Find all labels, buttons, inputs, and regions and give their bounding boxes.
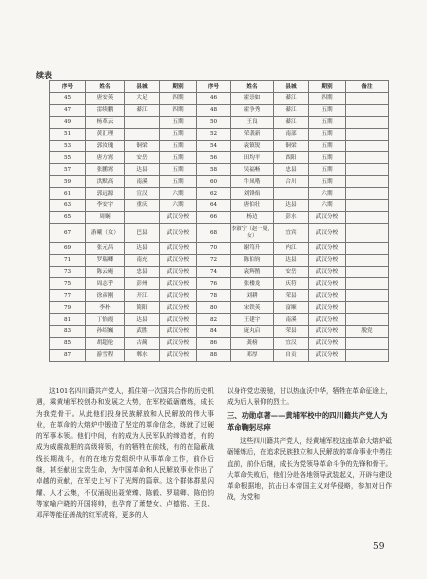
table-cell: 武汉分校 [309, 211, 346, 223]
table-row [50, 211, 389, 223]
table-cell: 45 [50, 93, 86, 105]
table-cell: 孙绍巍 [86, 326, 125, 338]
table-cell: 綦江 [274, 116, 309, 128]
table-cell: 周娴 [86, 211, 125, 223]
table-row [50, 164, 389, 176]
table-cell: 达县 [274, 254, 309, 266]
table-cell: 彭州 [125, 278, 160, 290]
table-cell: 武汉分校 [160, 242, 197, 254]
header-cell: 序号 [197, 81, 231, 93]
table-cell [346, 349, 389, 361]
table-cell: 李朴 [86, 302, 125, 314]
table-cell: 武汉分校 [160, 223, 197, 242]
continued-label: 续表 [36, 70, 52, 80]
table-cell: 南溪 [274, 314, 309, 326]
table-row [50, 314, 389, 326]
table-cell: 龚榜 [231, 337, 274, 349]
table-cell: 武汉分校 [160, 290, 197, 302]
table-cell [346, 93, 389, 105]
table-cell [346, 211, 389, 223]
table-cell: 73 [50, 266, 86, 278]
table-cell: 五期 [160, 128, 197, 140]
table-cell: 忠县 [274, 164, 309, 176]
table-cell: 武汉分校 [309, 223, 346, 242]
table-cell: 59 [50, 176, 86, 188]
table-cell: 李安宇 [86, 200, 125, 212]
header-cell: 序号 [50, 81, 86, 93]
table-cell: 65 [50, 211, 86, 223]
table-cell: 69 [50, 242, 86, 254]
table-row [50, 140, 389, 152]
table-cell [125, 116, 160, 128]
table-cell: 武汉分校 [160, 314, 197, 326]
table-cell: 48 [197, 104, 231, 116]
table-cell: 李淑宁（赵一曼，女） [231, 223, 274, 242]
table-cell: 富顺 [274, 302, 309, 314]
table-cell: 丁怡霞 [86, 314, 125, 326]
table-cell [346, 266, 389, 278]
table-cell: 47 [50, 104, 86, 116]
table-cell: 徐彦刚 [86, 290, 125, 302]
table-cell: 张元昌 [86, 242, 125, 254]
left-column-text [36, 386, 214, 522]
table-cell: 武汉分校 [309, 314, 346, 326]
table-row [50, 116, 389, 128]
table-cell [346, 104, 389, 116]
table-cell: 58 [197, 164, 231, 176]
table-cell: 武汉分校 [160, 337, 197, 349]
table-cell: 重庆 [125, 200, 160, 212]
table-cell: 张鹏霄 [86, 164, 125, 176]
table-cell: 84 [197, 326, 231, 338]
table-cell: 洪默高 [86, 176, 125, 188]
table-cell: 武汉分校 [160, 326, 197, 338]
table-cell: 52 [197, 128, 231, 140]
table-cell: 宣汉 [125, 188, 160, 200]
table-header-row [50, 81, 389, 93]
table-cell: 脱党 [346, 326, 389, 338]
table-cell: 六期 [160, 200, 197, 212]
table-cell: 田均平 [231, 152, 274, 164]
table-cell: 达县 [125, 164, 160, 176]
table-cell: 68 [197, 223, 231, 242]
table-cell [346, 242, 389, 254]
table-cell: 游曦（女） [86, 223, 125, 242]
table-cell: 武汉分校 [160, 349, 197, 361]
table-cell: 南部 [274, 128, 309, 140]
table-cell: 胡超伦 [86, 337, 125, 349]
table-cell: 66 [197, 211, 231, 223]
table-cell: 王建宇 [231, 314, 274, 326]
table-cell: 周志乎 [86, 278, 125, 290]
table-row [50, 326, 389, 338]
table-cell: 安岳 [125, 152, 160, 164]
table-cell: 彭水 [274, 211, 309, 223]
table-cell [346, 278, 389, 290]
body-paragraph: 这101名四川籍共产党人，抓住第一次国共合作的历史机遇，乘黄埔军校创办和发展之大势，在军校砥砺磨炼，成长为我党骨干。从此他们投身民族解放和人民解放的伟大事业，在革命的大熔炉中锻造了坚定的革命信念，练就了过硬的军事本领。他们中间，有的成为人民军队的缔造者，有的成为威震敌胆的高级将领，有的牺牲在前线，有的在隐蔽战线长期战斗，有的在地方党组织中从事革命工作，前仆后继，甚至献出宝贵生命，为中国革命和人民解放事业作出了卓越的贡献，在军史上写下了光辉的篇章。这个群体群星闪耀、人才云集，不仅涌现出聂荣臻、陈毅、罗瑞卿、陈伯钧等家喻户晓的开国将帅，也孕育了萧楚女、卢德铭、王良、邓萍等能征善战的红军虎将，更多的人 [36, 387, 214, 520]
table-cell [346, 200, 389, 212]
table-cell: 合川 [274, 176, 309, 188]
table-cell [346, 290, 389, 302]
table-cell: 63 [50, 200, 86, 212]
table-row [50, 242, 389, 254]
table-cell: 宜汉 [274, 337, 309, 349]
table-cell: 简阳 [125, 302, 160, 314]
table-cell: 五期 [160, 176, 197, 188]
table-cell: 武汉分校 [309, 290, 346, 302]
table-cell: 五期 [309, 164, 346, 176]
table-cell: 86 [197, 337, 231, 349]
table-cell: 五期 [309, 104, 346, 116]
table-cell: 五期 [160, 152, 197, 164]
table-cell: 武汉分校 [309, 349, 346, 361]
table-cell: 袁镇锐 [231, 140, 274, 152]
table-row [50, 278, 389, 290]
table-row [50, 290, 389, 302]
table-cell: 郭远源 [86, 188, 125, 200]
table-cell: 五期 [309, 128, 346, 140]
table-cell: 自贡 [274, 349, 309, 361]
table-cell: 武汉分校 [309, 337, 346, 349]
table-row [50, 152, 389, 164]
table-cell [125, 211, 160, 223]
right-column-text [227, 436, 392, 504]
table-row [50, 266, 389, 278]
table-cell: 81 [50, 314, 86, 326]
table-cell: 77 [50, 290, 86, 302]
table-cell: 陈伯钧 [231, 254, 274, 266]
table-cell: 五期 [309, 116, 346, 128]
table-cell: 铜梁 [125, 140, 160, 152]
table-cell: 铜梁 [274, 140, 309, 152]
table-cell: 武汉分校 [160, 254, 197, 266]
table-cell: 黄汇理 [86, 128, 125, 140]
table-cell: 54 [197, 140, 231, 152]
table-cell: 唐安英 [86, 93, 125, 105]
table-cell: 达县 [274, 200, 309, 212]
table-cell: 霍争秀 [231, 104, 274, 116]
table-cell: 56 [197, 152, 231, 164]
table-cell: 武汉分校 [160, 278, 197, 290]
table-cell: 牛凤喈 [231, 176, 274, 188]
table-cell: 60 [197, 176, 231, 188]
table-cell [346, 116, 389, 128]
table-cell: 罗瑞卿 [86, 254, 125, 266]
table-cell: 荣县 [274, 290, 309, 302]
table-cell: 57 [50, 164, 86, 176]
table-cell: 82 [197, 314, 231, 326]
table-cell: 游雪程 [86, 349, 125, 361]
table-cell: 武胜 [125, 326, 160, 338]
table-cell [346, 152, 389, 164]
table-cell: 62 [197, 188, 231, 200]
table-cell: 杨革云 [86, 116, 125, 128]
members-table [49, 80, 389, 362]
table-cell: 武汉分校 [309, 326, 346, 338]
header-cell: 期别 [309, 81, 346, 93]
table-cell: 杨边 [231, 211, 274, 223]
table-cell: 郭汝瑰 [86, 140, 125, 152]
table-cell: 46 [197, 93, 231, 105]
table-cell: 荣袭新 [231, 128, 274, 140]
table-cell [346, 337, 389, 349]
body-paragraph: 以身许党忠骏驰，甘以热血沃中华，牺牲在革命征途上，成为后人景仰的烈士。 [227, 387, 392, 407]
table-row [50, 93, 389, 105]
table-cell: 武汉分校 [160, 302, 197, 314]
table-cell: 巴县 [125, 223, 160, 242]
table-cell: 内江 [274, 242, 309, 254]
table-cell: 忠县 [125, 266, 160, 278]
table-cell: 53 [50, 140, 86, 152]
table-cell [346, 223, 389, 242]
table-cell: 74 [197, 266, 231, 278]
table-cell: 四期 [160, 93, 197, 105]
table-cell: 刘耕 [231, 290, 274, 302]
table-cell: 邓厚 [231, 349, 274, 361]
table-cell: 綦江 [125, 104, 160, 116]
table-cell: 酉阳 [274, 152, 309, 164]
page-number: 59 [373, 542, 385, 552]
table-cell: 70 [197, 242, 231, 254]
table-cell: 75 [50, 278, 86, 290]
table-cell: 郫水 [125, 349, 160, 361]
table-cell: 88 [197, 349, 231, 361]
table-cell: 唐方霄 [86, 152, 125, 164]
table-cell: 85 [50, 337, 86, 349]
table-cell: 83 [50, 326, 86, 338]
table-cell: 武汉分校 [160, 211, 197, 223]
table-cell: 古蔺 [125, 337, 160, 349]
table-cell: 宋铁英 [231, 302, 274, 314]
table-cell: 武汉分校 [309, 254, 346, 266]
table-cell: 55 [50, 152, 86, 164]
table-cell: 陈云庵 [86, 266, 125, 278]
table-cell: 庞丸启 [231, 326, 274, 338]
table-cell [346, 188, 389, 200]
header-cell: 县城 [274, 81, 309, 93]
table-cell: 綦江 [274, 104, 309, 116]
right-column-intro [227, 386, 392, 409]
header-cell: 县城 [125, 81, 160, 93]
table-cell: 达县 [125, 314, 160, 326]
table-row [50, 223, 389, 242]
table-cell: 71 [50, 254, 86, 266]
table-cell [346, 128, 389, 140]
table-cell: 87 [50, 349, 86, 361]
table-cell: 61 [50, 188, 86, 200]
table-cell: 綦江 [274, 93, 309, 105]
table-row [50, 188, 389, 200]
table-cell: 开江 [125, 290, 160, 302]
table-row [50, 176, 389, 188]
table-cell [274, 188, 309, 200]
table-cell: 武汉分校 [309, 242, 346, 254]
table-row [50, 254, 389, 266]
table-cell [346, 314, 389, 326]
table-row [50, 337, 389, 349]
table-cell: 80 [197, 302, 231, 314]
table-cell: 王良 [231, 116, 274, 128]
table-cell: 袁辉鹊 [231, 266, 274, 278]
table-cell: 51 [50, 128, 86, 140]
table-cell: 安岳 [274, 266, 309, 278]
table-cell: 五期 [160, 116, 197, 128]
table-cell: 五期 [309, 140, 346, 152]
table-cell: 四期 [309, 93, 346, 105]
table-cell: 达县 [125, 242, 160, 254]
table-cell [346, 140, 389, 152]
header-cell: 姓名 [86, 81, 125, 93]
table-cell [346, 176, 389, 188]
table-cell: 张楼龙 [231, 278, 274, 290]
table-cell: 五期 [309, 152, 346, 164]
table-cell: 四期 [160, 104, 197, 116]
table-row [50, 302, 389, 314]
table-cell: 72 [197, 254, 231, 266]
table-row [50, 128, 389, 140]
table-cell [125, 128, 160, 140]
table-cell: 五期 [309, 176, 346, 188]
table-cell: 五期 [160, 164, 197, 176]
table-cell: 64 [197, 200, 231, 212]
table-cell: 五期 [160, 140, 197, 152]
table-cell: 庆符 [274, 278, 309, 290]
table-row [50, 104, 389, 116]
table-cell: 六期 [160, 188, 197, 200]
header-cell: 期别 [160, 81, 197, 93]
table-cell: 大足 [125, 93, 160, 105]
table-cell: 67 [50, 223, 86, 242]
table-cell: 六期 [309, 200, 346, 212]
table-cell: 荣县 [274, 326, 309, 338]
header-cell: 备注 [346, 81, 389, 93]
section-heading: 三、功勋卓著——黄埔军校中的四川籍共产党人为革命鞠躬尽瘁 [227, 411, 388, 432]
table-body [50, 93, 389, 362]
table-cell: 76 [197, 278, 231, 290]
table-cell [346, 302, 389, 314]
table-cell: 南充 [125, 254, 160, 266]
table-cell: 霍崇如 [231, 93, 274, 105]
table-cell: 南溪 [125, 176, 160, 188]
body-paragraph: 这些四川籍共产党人，经黄埔军校这座革命大熔炉砥砺锤炼后，在追求民族独立和人民解放的革命事业中勇往直前，前仆后继，成长为党领导革命斗争的先锋和骨干。大革命失败后，他们分赴各地领导武装起义，开辟与建设革命根据地，抗击日本帝国主义对华侵略，参加对日作战，为党和 [227, 437, 392, 502]
table-cell: 武汉分校 [309, 302, 346, 314]
table-cell [346, 164, 389, 176]
table-cell: 雷续鹏 [86, 104, 125, 116]
table-cell: 78 [197, 290, 231, 302]
table-cell: 武汉分校 [309, 266, 346, 278]
table-row [50, 200, 389, 212]
table-cell: 六期 [309, 188, 346, 200]
table-cell: 宜宾 [274, 223, 309, 242]
header-cell: 姓名 [231, 81, 274, 93]
table-cell: 武汉分校 [160, 266, 197, 278]
table-cell: 刘锋焰 [231, 188, 274, 200]
table-cell: 唐伯壮 [231, 200, 274, 212]
table-cell [346, 254, 389, 266]
table-cell: 武汉分校 [309, 278, 346, 290]
table-cell: 79 [50, 302, 86, 314]
table-cell: 谢笃升 [231, 242, 274, 254]
table-cell: 吴福畅 [231, 164, 274, 176]
table-cell: 49 [50, 116, 86, 128]
table-row [50, 349, 389, 361]
table-cell: 50 [197, 116, 231, 128]
